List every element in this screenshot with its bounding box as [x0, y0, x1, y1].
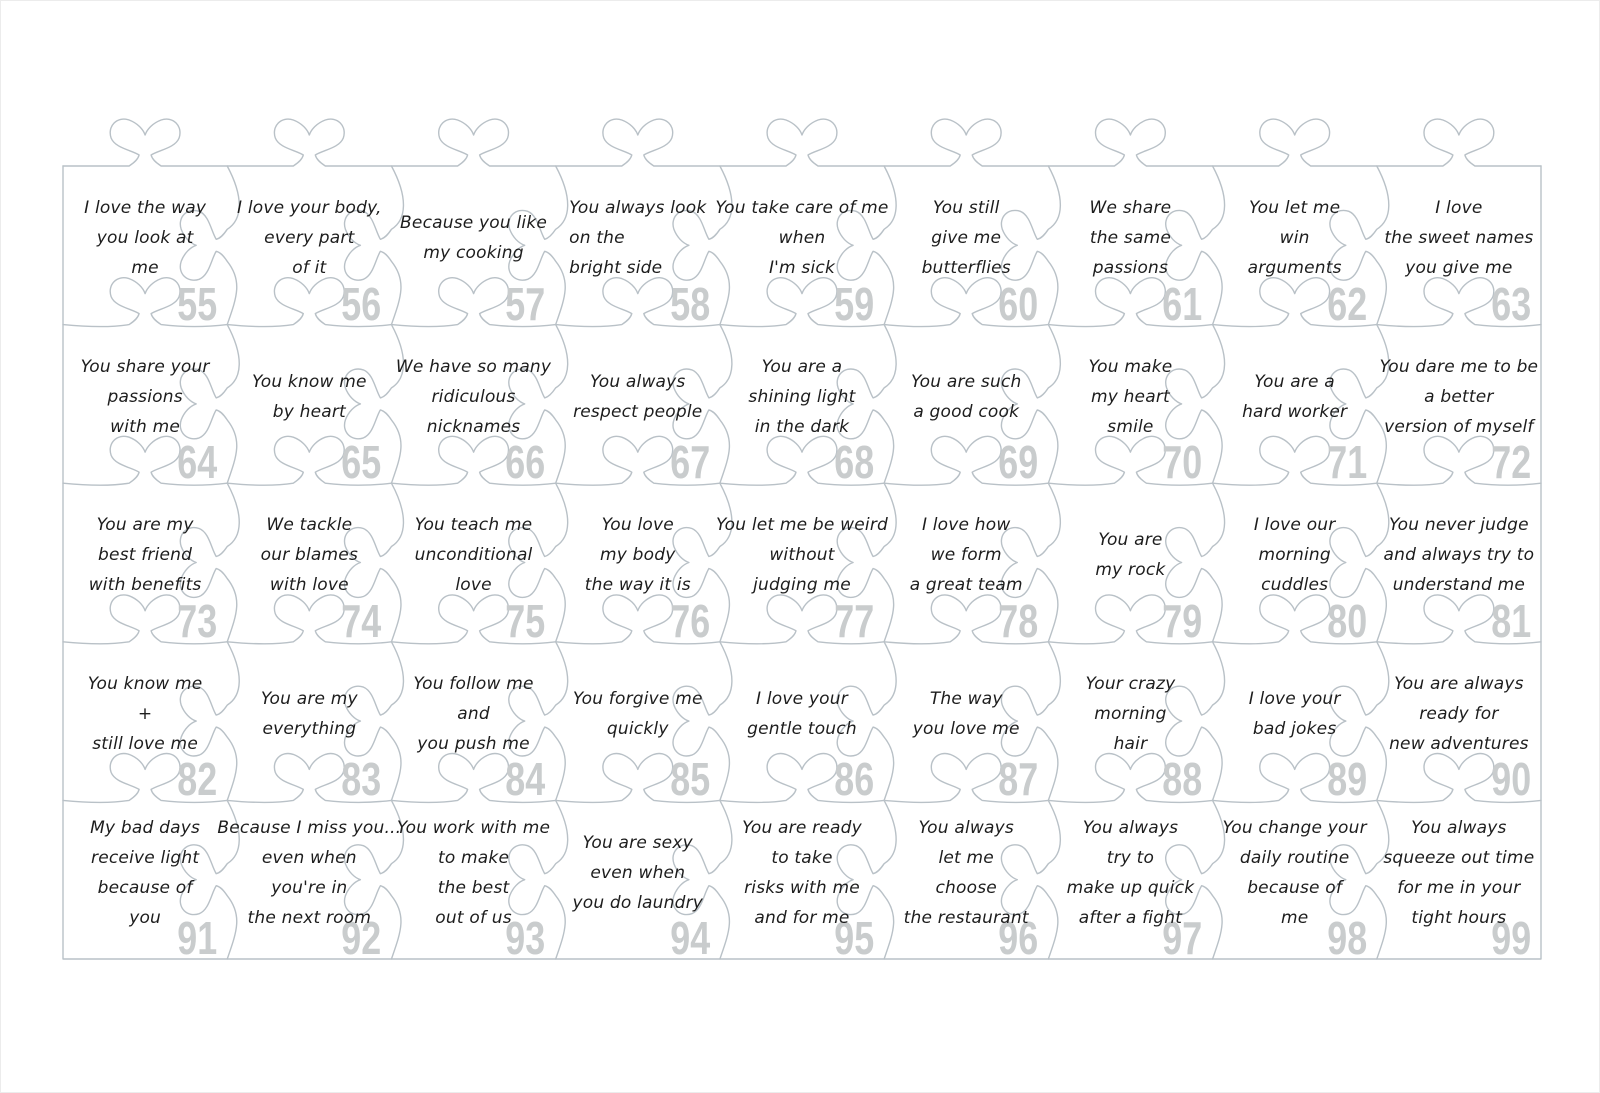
quote-line: I'm sick [768, 258, 835, 279]
puzzle-piece [556, 800, 720, 964]
piece-number: 78 [998, 594, 1039, 647]
quote-line: You change your [1222, 817, 1367, 838]
piece-number: 89 [1326, 753, 1367, 806]
quote-line: respect people [573, 401, 703, 422]
quote-line: even when [590, 862, 686, 883]
piece-quote [716, 510, 888, 614]
quote-line: a good cook [913, 401, 1020, 422]
quote-line: me [131, 258, 159, 279]
piece-quote [922, 193, 1011, 297]
quote-line: we form [930, 545, 1002, 566]
quote-line: and for me [754, 907, 850, 928]
puzzle-piece [1377, 483, 1541, 647]
quote-line: judging me [753, 575, 851, 596]
quote-line: you're in [271, 877, 348, 898]
puzzle-piece [884, 483, 1048, 647]
piece-number: 61 [1162, 277, 1203, 330]
puzzle-piece [1048, 166, 1212, 330]
puzzle-piece [63, 642, 227, 806]
piece-number: 99 [1491, 911, 1531, 964]
piece-quote [261, 684, 358, 758]
piece-quote [715, 193, 888, 297]
puzzle-piece [1213, 642, 1377, 806]
quote-line: morning [1094, 704, 1167, 725]
piece-number: 87 [998, 753, 1039, 806]
puzzle-piece [884, 800, 1048, 964]
piece-quote [415, 510, 533, 614]
piece-number: 79 [1162, 594, 1203, 647]
quote-line: You are always [1394, 674, 1524, 695]
quote-line: butterflies [921, 258, 1011, 279]
quote-line: You love [601, 515, 674, 536]
piece-number: 94 [669, 911, 710, 964]
quote-line: You work with me [396, 817, 551, 838]
puzzle-piece [1048, 483, 1212, 647]
quote-line: you [129, 907, 162, 928]
quote-line: our blames [260, 545, 359, 566]
puzzle-piece [884, 642, 1048, 806]
quote-line: passions [107, 386, 183, 407]
piece-quote [217, 813, 401, 947]
quote-line: You know me [252, 371, 367, 392]
puzzle-piece [1377, 800, 1541, 964]
quote-line: ridiculous [431, 386, 516, 407]
puzzle-piece [217, 800, 402, 964]
puzzle-piece [1377, 325, 1541, 489]
puzzle-piece [391, 166, 555, 330]
puzzle-piece [391, 483, 555, 647]
piece-number: 84 [505, 753, 546, 806]
quote-line: every part [264, 228, 355, 249]
puzzle-piece [63, 325, 227, 489]
piece-number: 91 [177, 911, 218, 964]
piece-quote [84, 193, 206, 297]
quote-line: for me in your [1397, 877, 1521, 898]
quote-line: when [778, 228, 826, 249]
puzzle-piece [720, 325, 884, 489]
quote-line: I love your [1248, 689, 1341, 710]
puzzle-piece [227, 483, 391, 647]
quote-line: me [1280, 907, 1309, 928]
puzzle-piece [227, 325, 391, 489]
quote-line: morning [1258, 545, 1331, 566]
quote-line: The way [929, 689, 1003, 710]
quote-line: You still [932, 198, 1000, 219]
puzzle-piece [556, 325, 720, 489]
piece-number: 67 [669, 436, 710, 489]
quote-line: choose [935, 877, 997, 898]
quote-line: I love [1435, 198, 1483, 219]
piece-quote [1254, 510, 1336, 614]
piece-number: 85 [669, 753, 710, 806]
quote-line: in the dark [754, 416, 850, 437]
quote-line: the best [437, 877, 510, 898]
quote-line: You always [590, 371, 686, 392]
puzzle-piece [1048, 642, 1212, 806]
quote-line: you push me [417, 734, 530, 755]
quote-line: you love me [912, 719, 1020, 740]
quote-line: We share [1089, 198, 1172, 219]
quote-line: after a fight [1078, 907, 1183, 928]
quote-line: without [769, 545, 835, 566]
quote-line: I love our [1253, 515, 1336, 536]
quote-line: the next room [247, 907, 372, 928]
piece-quote [572, 828, 703, 932]
quote-line: my heart [1090, 386, 1170, 407]
quote-line: You always look [569, 198, 707, 219]
piece-number: 95 [834, 911, 875, 964]
quote-line: You are [1098, 530, 1163, 551]
quote-line: bright side [569, 258, 663, 279]
piece-quote [397, 813, 550, 947]
quote-line: You always [1082, 817, 1179, 838]
quote-line: We have so many [395, 356, 552, 377]
quote-line: Your crazy [1085, 674, 1176, 695]
quote-line: version of myself [1384, 416, 1534, 437]
piece-quote [911, 367, 1022, 441]
piece-quote [1090, 193, 1172, 297]
quote-line: You are sexy [582, 832, 693, 853]
piece-quote [237, 193, 382, 297]
quote-line: quickly [606, 719, 669, 740]
quote-line: of it [292, 258, 327, 279]
quote-line: by heart [272, 401, 346, 422]
quote-line: You know me [87, 674, 203, 695]
quote-line: new adventures [1389, 734, 1529, 755]
piece-number: 60 [998, 277, 1039, 330]
quote-line: best friend [98, 545, 193, 566]
quote-line: I love your [756, 689, 848, 710]
quote-line: love [455, 575, 492, 596]
quote-line: You are ready [742, 817, 862, 838]
quote-line: my cooking [423, 243, 524, 264]
quote-line: tight hours [1411, 907, 1507, 928]
puzzle-piece [63, 483, 227, 647]
quote-line: nicknames [426, 416, 521, 437]
piece-number: 77 [834, 594, 875, 647]
piece-quote [1067, 813, 1195, 947]
quote-line: We tackle [266, 515, 353, 536]
piece-quote [1086, 669, 1176, 773]
piece-quote [81, 352, 210, 456]
piece-number: 72 [1491, 436, 1531, 489]
piece-quote [1242, 367, 1347, 441]
piece-number: 68 [834, 436, 875, 489]
piece-number: 86 [834, 753, 875, 806]
quote-line: my body [600, 545, 676, 566]
piece-quote [252, 367, 367, 441]
puzzle-piece [715, 483, 889, 647]
quote-line: my rock [1095, 560, 1166, 581]
puzzle-piece [884, 166, 1048, 330]
quote-line: with benefits [88, 575, 202, 596]
quote-line: the restaurant [903, 907, 1029, 928]
quote-line: hard worker [1242, 401, 1348, 422]
piece-quote [396, 352, 551, 456]
puzzle-piece [1377, 642, 1541, 806]
quote-line: ready for [1419, 704, 1499, 725]
quote-line: win [1279, 228, 1310, 249]
piece-quote [1095, 525, 1165, 599]
puzzle-piece [720, 800, 884, 964]
piece-quote [747, 684, 857, 758]
puzzle-piece [227, 166, 391, 330]
quote-line: the sweet names [1384, 228, 1534, 249]
quote-line: try to [1106, 847, 1155, 868]
quote-line: you give me [1405, 258, 1513, 279]
puzzle-piece [1213, 800, 1377, 964]
piece-number: 81 [1491, 594, 1531, 647]
quote-line: unconditional [414, 545, 533, 566]
quote-line: to take [771, 847, 833, 868]
quote-line: on the [569, 228, 625, 249]
piece-quote [585, 510, 691, 614]
piece-number: 83 [341, 753, 382, 806]
quote-line: arguments [1247, 258, 1342, 279]
quote-line: hair [1113, 734, 1148, 755]
quote-line: I love your body, [237, 198, 382, 219]
piece-quote [1380, 352, 1539, 456]
piece-number: 82 [177, 753, 218, 806]
quote-line: You forgive me [572, 689, 703, 710]
piece-quote [1249, 684, 1341, 758]
quote-line: You let me be weird [715, 515, 889, 536]
puzzle-piece [720, 642, 884, 806]
quote-line: You let me [1248, 198, 1341, 219]
piece-number: 88 [1162, 753, 1203, 806]
piece-number: 62 [1326, 277, 1367, 330]
piece-number: 93 [505, 911, 546, 964]
piece-number: 70 [1162, 436, 1203, 489]
puzzle-piece [1213, 325, 1377, 489]
piece-quote [573, 684, 703, 758]
quote-line: My bad days [90, 817, 201, 838]
piece-number: 97 [1162, 911, 1203, 964]
piece-number: 57 [505, 277, 546, 330]
quote-line: squeeze out time [1383, 847, 1535, 868]
piece-number: 55 [177, 277, 218, 330]
piece-quote [569, 193, 706, 297]
puzzle-piece [391, 642, 555, 806]
quote-line: a better [1424, 386, 1494, 407]
quote-line: You teach me [414, 515, 533, 536]
quote-line: because of [1247, 877, 1343, 898]
puzzle-piece [227, 642, 391, 806]
piece-quote [1223, 813, 1367, 947]
piece-number: 64 [177, 436, 218, 489]
quote-line: You take care of me [715, 198, 889, 219]
puzzle-piece [1213, 166, 1377, 330]
piece-number: 96 [998, 911, 1039, 964]
quote-line: You follow me [413, 674, 534, 695]
quote-line: the way it is [584, 575, 691, 596]
piece-quote [573, 367, 702, 441]
quote-line: with love [269, 575, 349, 596]
quote-line: and always try to [1383, 545, 1535, 566]
piece-quote [261, 510, 358, 614]
piece-quote [1248, 193, 1342, 297]
piece-quote [748, 352, 855, 456]
piece-quote [90, 813, 200, 947]
piece-quote [89, 510, 202, 614]
quote-line: receive light [91, 847, 200, 868]
quote-line: + [137, 704, 153, 725]
puzzle-piece [556, 166, 720, 330]
piece-quote [1383, 510, 1534, 614]
quote-line: Because I miss you... [217, 817, 402, 838]
piece-number: 76 [669, 594, 710, 647]
puzzle-piece [1213, 483, 1377, 647]
quote-line: I love how [921, 515, 1011, 536]
puzzle-piece [63, 166, 227, 330]
puzzle-piece [391, 800, 555, 964]
quote-line: still love me [92, 734, 198, 755]
piece-number: 71 [1326, 436, 1367, 489]
quote-line: daily routine [1239, 847, 1350, 868]
quote-line: You dare me to be [1379, 356, 1539, 377]
quote-line: You make [1088, 356, 1173, 377]
puzzle-piece [556, 483, 720, 647]
quote-line: I love the way [84, 198, 207, 219]
quote-line: a great team [909, 575, 1023, 596]
piece-number: 58 [669, 277, 710, 330]
piece-quote [1088, 352, 1172, 456]
quote-line: the same [1089, 228, 1172, 249]
puzzle-piece [884, 325, 1048, 489]
puzzle-piece [1048, 800, 1212, 964]
puzzle-piece [1377, 166, 1541, 330]
piece-quote [88, 669, 203, 773]
puzzle-piece [391, 325, 555, 489]
piece-quote [1384, 193, 1533, 297]
piece-number: 65 [341, 436, 382, 489]
puzzle-piece [63, 800, 227, 964]
quote-line: to make [437, 847, 510, 868]
quote-line: because of [97, 877, 193, 898]
piece-number: 66 [505, 436, 546, 489]
quote-line: gentle touch [747, 719, 857, 740]
quote-line: smile [1107, 416, 1154, 437]
quote-line: risks with me [744, 877, 860, 898]
piece-number: 98 [1326, 911, 1367, 964]
quote-line: You always [1411, 817, 1507, 838]
piece-number: 92 [341, 911, 382, 964]
quote-line: You are a [761, 356, 843, 377]
quote-line: you do laundry [572, 892, 704, 913]
puzzle-piece [715, 166, 889, 330]
quote-line: You are such [910, 371, 1022, 392]
piece-number: 74 [341, 594, 382, 647]
quote-line: You share your [80, 356, 210, 377]
quote-line: Because you like [400, 213, 548, 234]
piece-quote [910, 510, 1023, 614]
piece-number: 75 [505, 594, 546, 647]
pieces-layer [1, 1, 1600, 1093]
quote-line: You never judge [1388, 515, 1529, 536]
piece-quote [913, 684, 1020, 758]
piece-quote [904, 813, 1029, 947]
quote-line: make up quick [1066, 877, 1195, 898]
piece-number: 59 [834, 277, 875, 330]
quote-line: even when [261, 847, 357, 868]
quote-line: You are my [96, 515, 194, 536]
quote-line: you look at [96, 228, 194, 249]
quote-line: cuddles [1261, 575, 1329, 596]
piece-number: 73 [177, 594, 218, 647]
piece-quote [1389, 669, 1529, 773]
piece-number: 56 [341, 277, 382, 330]
quote-line: passions [1092, 258, 1169, 279]
piece-number: 63 [1491, 277, 1531, 330]
quote-line: You are my [260, 689, 358, 710]
piece-number: 80 [1326, 594, 1367, 647]
piece-quote [413, 669, 533, 773]
piece-quote [400, 208, 547, 282]
quote-line: understand me [1392, 575, 1526, 596]
quote-line: let me [938, 847, 994, 868]
puzzle-piece [1048, 325, 1212, 489]
piece-number: 69 [998, 436, 1039, 489]
puzzle-piece [556, 642, 720, 806]
quote-line: give me [931, 228, 1002, 249]
quote-line: You always [918, 817, 1014, 838]
quote-line: bad jokes [1252, 719, 1337, 740]
quote-line: everything [262, 719, 357, 740]
piece-number: 90 [1491, 753, 1531, 806]
quote-line: with me [110, 416, 181, 437]
quote-line: out of us [435, 907, 512, 928]
quote-line: You are a [1254, 371, 1335, 392]
quote-line: and [457, 704, 490, 725]
piece-quote [1383, 813, 1534, 947]
piece-quote [742, 813, 862, 947]
quote-line: shining light [748, 386, 856, 407]
